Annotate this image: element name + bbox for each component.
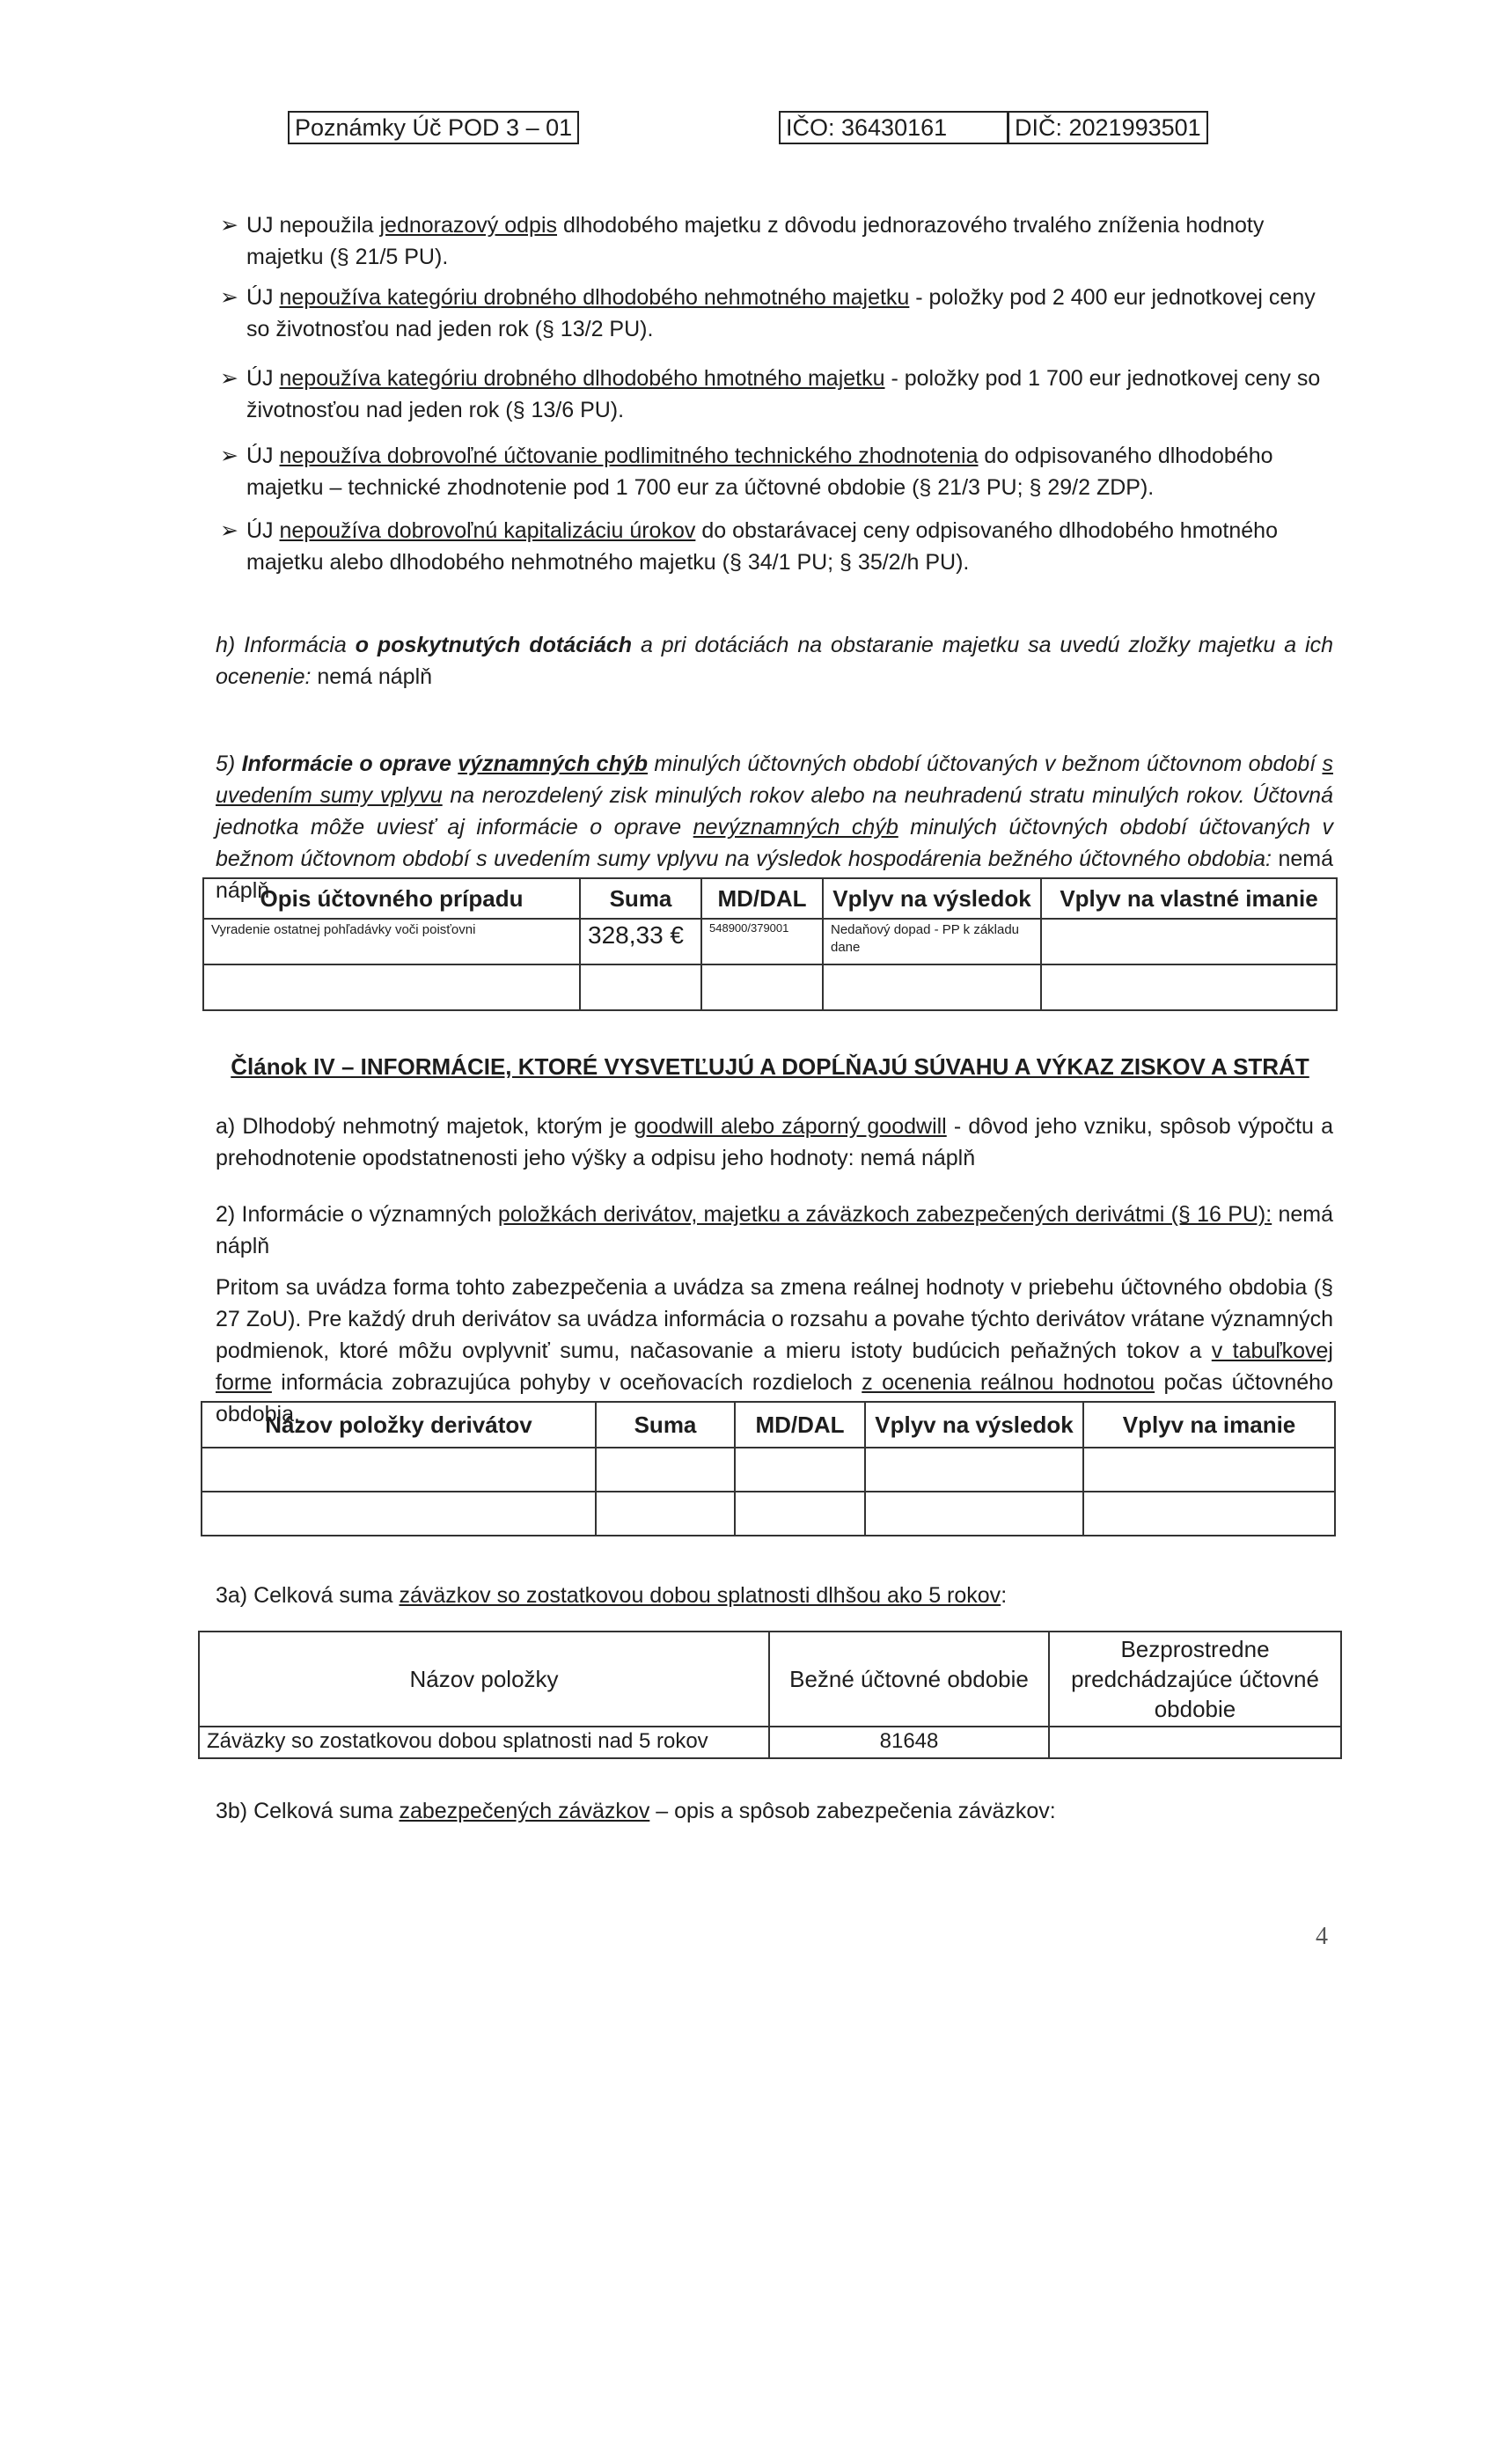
table-cell: 548900/379001 — [701, 919, 823, 964]
dic-box: DIČ: 2021993501 — [1008, 111, 1208, 144]
table-header: Vplyv na výsledok — [865, 1402, 1083, 1448]
arrow-bullet-icon: ➢ — [220, 285, 238, 310]
table-header: Vplyv na imanie — [1083, 1402, 1335, 1448]
table-cell — [1083, 1448, 1335, 1492]
table-cell — [596, 1492, 735, 1536]
bullet-item: ➢ UJ nepoužila jednorazový odpis dlhodobého majetku z dôvodu jednorazového trvalého zníženia hodnoty majetku (§ 21/5 PU). — [220, 209, 1333, 273]
table-header: Suma — [580, 878, 701, 919]
table-cell: 81648 — [769, 1727, 1049, 1758]
table-cell — [735, 1492, 865, 1536]
table-cell — [823, 964, 1041, 1010]
bullet-item: ➢ ÚJ nepoužíva kategóriu drobného dlhodobého nehmotného majetku - položky pod 2 400 eur jednotkovej ceny so životnosťou nad jeden rok (§ 13/2 PU). — [220, 282, 1333, 345]
ico-box: IČO: 36430161 — [779, 111, 1008, 144]
bullet-item: ➢ ÚJ nepoužíva kategóriu drobného dlhodobého hmotného majetku - položky pod 1 700 eur jednotkovej ceny so životnosťou nad jeden rok (§ 13/6 PU). — [220, 363, 1333, 426]
bullet-item: ➢ ÚJ nepoužíva dobrovoľnú kapitalizáciu úrokov do obstarávacej ceny odpisovaného dlhodobého hmotného majetku alebo dlhodobého nehmotného majetku (§ 34/1 PU; § 35/2/h PU). — [220, 515, 1333, 578]
arrow-bullet-icon: ➢ — [220, 213, 238, 238]
table-cell — [865, 1492, 1083, 1536]
section-3a: 3a) Celková suma záväzkov so zostatkovou dobou splatnosti dlhšou ako 5 rokov: — [216, 1583, 1008, 1608]
table-header: Suma — [596, 1402, 735, 1448]
page-number: 4 — [1316, 1923, 1328, 1950]
table-header: Vplyv na výsledok — [823, 878, 1041, 919]
table-row — [203, 919, 1337, 964]
table-row — [199, 1727, 1341, 1758]
section-3b: 3b) Celková suma zabezpečených záväzkov – opis a spôsob zabezpečenia záväzkov: — [216, 1799, 1056, 1823]
table-cell — [202, 1448, 596, 1492]
doc-label: Poznámky Úč POD 3 – 01 — [288, 111, 579, 144]
table-cell — [1049, 1727, 1341, 1758]
table-cell — [202, 1492, 596, 1536]
table-cell — [701, 964, 823, 1010]
table-cell: Záväzky so zostatkovou dobou splatnosti nad 5 rokov — [199, 1727, 769, 1758]
table-cell: 328,33 € — [580, 919, 701, 964]
table-cell — [1041, 919, 1337, 964]
article-iv-a: a) Dlhodobý nehmotný majetok, ktorým je goodwill alebo záporný goodwill - dôvod jeho vzniku, spôsob výpočtu a prehodnotenie opodstatnenosti jeho výšky a odpisu jeho hodnoty: nemá náplň — [216, 1114, 1333, 1170]
errors-table — [202, 877, 1338, 1011]
table-header: Bežné účtovné obdobie — [769, 1632, 1049, 1727]
table-header: MD/DAL — [701, 878, 823, 919]
table-cell — [865, 1448, 1083, 1492]
table-cell: Nedaňový dopad - PP k základu dane — [823, 919, 1041, 964]
table-row — [203, 964, 1337, 1010]
table-row — [202, 1448, 1335, 1492]
bullet-item: ➢ ÚJ nepoužíva dobrovoľné účtovanie podlimitného technického zhodnotenia do odpisovaného dlhodobého majetku – technické zhodnotenie pod 1 700 eur za účtovné obdobie (§ 21/3 PU; § 29/2 ZDP). — [220, 440, 1333, 503]
liabilities-table — [198, 1631, 1342, 1759]
derivatives-table — [201, 1401, 1336, 1536]
table-header: Názov položky — [199, 1632, 769, 1727]
article-iv-2: 2) Informácie o významných položkách derivátov, majetku a záväzkoch zabezpečených derivátmi (§ 16 PU): nemá náplň — [216, 1202, 1334, 1258]
table-cell — [1041, 964, 1337, 1010]
table-header: Bezprostredne predchádzajúce účtovné obdobie — [1049, 1632, 1341, 1727]
table-header: Vplyv na vlastné imanie — [1041, 878, 1337, 919]
table-cell — [735, 1448, 865, 1492]
table-header: Opis účtovného prípadu — [203, 878, 580, 919]
article-iv-title: Článok IV – INFORMÁCIE, KTORÉ VYSVETĽUJÚ A DOPĹŇAJÚ SÚVAHU A VÝKAZ ZISKOV A STRÁT — [231, 1053, 1309, 1080]
table-header: Názov položky derivátov — [202, 1402, 596, 1448]
section-h: h) Informácia o poskytnutých dotáciách a pri dotáciách na obstaranie majetku sa uvedú zložky majetku a ich ocenenie: nemá náplň — [216, 633, 1333, 689]
table-cell — [580, 964, 701, 1010]
section-5: 5) Informácie o oprave významných chýb minulých účtovných období účtovaných v bežnom účtovnom období s uvedením sumy vplyvu na nerozdelený zisk minulých rokov alebo na neuhradenú stratu minulých rokov. Účtovná jednotka môže uviesť aj informácie o oprave nevýznamných chýb minulých účtovných období účtovaných v bežnom účtovnom období s uvedením sumy vplyvu na výsledok hospodárenia bežného účtovného obdobia: nemá náplň — [216, 752, 1333, 903]
arrow-bullet-icon: ➢ — [220, 518, 238, 543]
table-cell — [203, 964, 580, 1010]
table-header: MD/DAL — [735, 1402, 865, 1448]
table-cell — [1083, 1492, 1335, 1536]
table-row — [202, 1492, 1335, 1536]
table-cell: Vyradenie ostatnej pohľadávky voči poisťovni — [203, 919, 580, 964]
table-cell — [596, 1448, 735, 1492]
arrow-bullet-icon: ➢ — [220, 444, 238, 468]
arrow-bullet-icon: ➢ — [220, 366, 238, 391]
derivatives-paragraph: Pritom sa uvádza forma tohto zabezpečenia a uvádza sa zmena reálnej hodnoty v priebehu účtovného obdobia (§ 27 ZoU). Pre každý druh derivátov sa uvádza informácia o rozsahu a povahe týchto derivátov vrátane významných podmienok, ktoré môžu ovplyvniť sumu, načasovanie a mieru istoty budúcich peňažných tokov a v tabuľkovej forme informácia zobrazujúca pohyby v oceňovacích rozdieloch z ocenenia reálnou hodnotou počas účtovného obdobia. — [216, 1275, 1333, 1426]
